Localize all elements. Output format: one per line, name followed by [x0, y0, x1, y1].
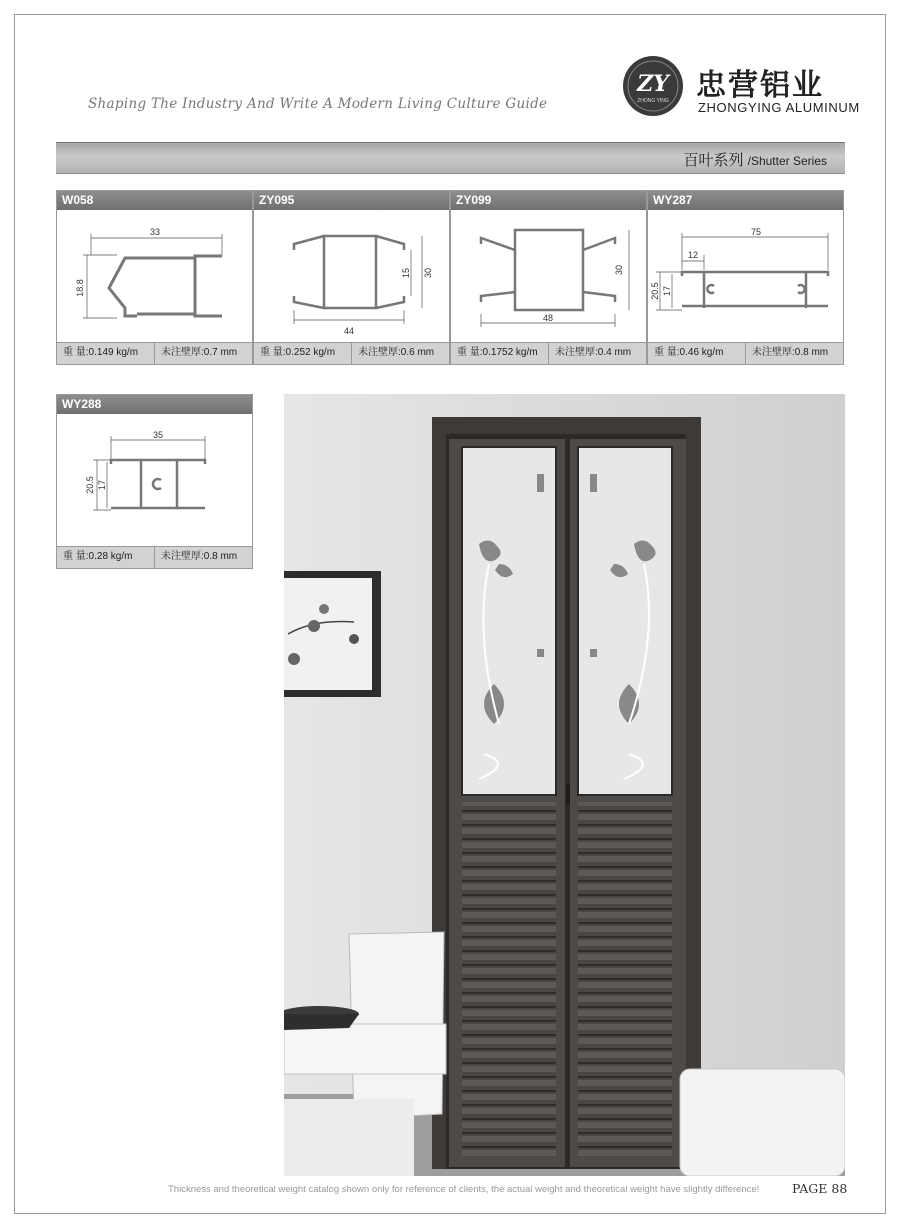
profile-weight: 重 量:0.28 kg/m — [63, 551, 133, 562]
profile-thickness: 未注壁厚:0.8 mm — [154, 547, 252, 568]
door — [432, 417, 701, 1169]
dim-label: 30 — [614, 264, 624, 276]
brand-name-cn: 忠营铝业 — [696, 68, 824, 103]
profile-drawing — [648, 210, 843, 344]
profile-header — [451, 191, 646, 210]
profile-drawing — [451, 210, 646, 344]
dim-label: 30 — [423, 267, 433, 279]
dim-label: 20.5 — [85, 476, 95, 494]
ottoman — [680, 1069, 845, 1176]
dim-label: 48 — [542, 313, 554, 323]
profile-card-w058 — [56, 190, 253, 365]
profile-thickness: 未注壁厚:0.4 mm — [548, 343, 646, 364]
profile-code: ZY095 — [259, 193, 295, 207]
interior-door-photo — [284, 394, 845, 1176]
profile-code: ZY099 — [456, 193, 492, 207]
profile-card-wy287 — [647, 190, 844, 365]
profile-footer — [648, 342, 843, 364]
framed-picture — [284, 571, 381, 697]
profile-drawing — [57, 414, 252, 548]
dim-label: 75 — [750, 227, 762, 237]
profile-weight: 重 量:0.149 kg/m — [63, 347, 139, 358]
footnote: Thickness and theoretical weight catalog shown only for reference of clients, the actual weight and theoretical weight have slightly difference! — [168, 1184, 760, 1195]
profile-card-zy099 — [450, 190, 647, 365]
profile-drawing — [57, 210, 252, 344]
brand-logo — [622, 55, 684, 117]
series-title-en: /Shutter Series — [747, 154, 827, 168]
dim-label: 15 — [401, 267, 411, 279]
dim-label: 35 — [152, 430, 164, 440]
series-title-cn: 百叶系列 — [683, 152, 744, 169]
profile-card-zy095 — [253, 190, 450, 365]
profile-header — [648, 191, 843, 210]
logo-subtext: ZHONG YING — [637, 98, 669, 104]
profile-footer — [451, 342, 646, 364]
profile-header — [254, 191, 449, 210]
profile-weight: 重 量:0.1752 kg/m — [457, 347, 538, 358]
dim-label: 33 — [149, 227, 161, 237]
profile-thickness: 未注壁厚:0.8 mm — [745, 343, 843, 364]
profile-thickness: 未注壁厚:0.7 mm — [154, 343, 252, 364]
profile-weight: 重 量:0.46 kg/m — [654, 347, 724, 358]
dim-label: 17 — [662, 285, 672, 297]
profile-code: WY288 — [62, 397, 102, 411]
profile-drawing — [254, 210, 449, 344]
profile-card-wy288 — [56, 394, 253, 569]
brand-name-en: ZHONGYING ALUMINUM — [698, 100, 860, 115]
dim-label: 17 — [97, 479, 107, 491]
profile-code: W058 — [62, 193, 94, 207]
profile-footer — [57, 546, 252, 568]
series-title — [683, 149, 827, 170]
logo-text: ZY — [637, 71, 669, 97]
dim-label: 44 — [343, 326, 355, 336]
page-number: PAGE 88 — [792, 1181, 848, 1196]
series-bar — [56, 142, 845, 174]
profile-footer — [57, 342, 252, 364]
profile-header — [57, 395, 252, 414]
profile-thickness: 未注壁厚:0.6 mm — [351, 343, 449, 364]
profile-weight: 重 量:0.252 kg/m — [260, 347, 336, 358]
dim-label: 20.5 — [650, 282, 660, 300]
slogan: Shaping The Industry And Write A Modern Living Culture Guide — [88, 96, 548, 112]
dim-label: 12 — [687, 250, 699, 260]
dim-label: 18.8 — [75, 279, 85, 297]
profile-header — [57, 191, 252, 210]
profile-footer — [254, 342, 449, 364]
profile-code: WY287 — [653, 193, 693, 207]
